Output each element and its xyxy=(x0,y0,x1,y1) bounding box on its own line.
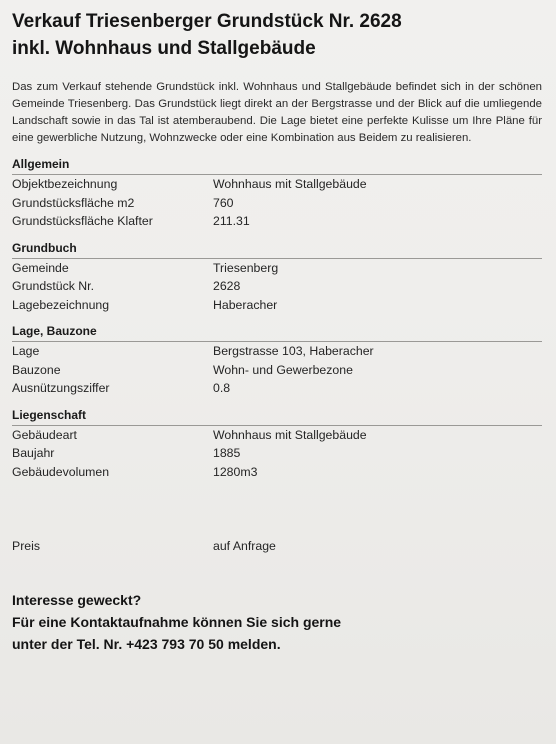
detail-row xyxy=(12,361,542,380)
detail-label: Lagebezeichnung xyxy=(12,297,110,312)
detail-value: 0.8 xyxy=(213,381,231,395)
contact-block xyxy=(12,589,542,655)
detail-label: Objektbezeichnung xyxy=(12,177,118,191)
detail-value: Bergstrasse 103, Haberacher xyxy=(213,344,374,358)
section-grundbuch xyxy=(12,241,542,315)
title-line-1: Verkauf Triesenberger Grundstück Nr. 2628 xyxy=(12,11,402,32)
section-heading: Allgemein xyxy=(12,157,542,175)
detail-row xyxy=(12,426,542,445)
price-row xyxy=(12,537,542,556)
intro-paragraph: Das zum Verkauf stehende Grundstück inkl. Wohnhaus und Stallgebäude befindet sich in der schönen Gemeinde Triesenberg. Das Grundstück liegt direkt an der Bergstrasse und der Blick auf die umliegende Landschaft sowie in das Tal ist atemberaubend. Die Lage bietet eine perfekte Kulisse um Ihre Pläne für eine gewerbliche Nutzung, Wohnzwecke oder eine Kombination aus Beidem zu realisieren. xyxy=(12,81,542,144)
contact-line-1: Interesse geweckt? xyxy=(12,591,142,608)
detail-label: Grundstück Nr. xyxy=(12,279,95,293)
contact-line-2: Für eine Kontaktaufnahme können Sie sich gerne xyxy=(12,613,342,630)
section-heading: Lage, Bauzone xyxy=(12,324,542,342)
detail-value: 211.31 xyxy=(213,214,250,228)
detail-row xyxy=(12,259,542,278)
detail-value: Wohn- und Gewerbezone xyxy=(213,362,353,377)
detail-value: Wohnhaus mit Stallgebäude xyxy=(213,177,367,191)
detail-row xyxy=(12,444,542,463)
section-liegenschaft xyxy=(12,408,542,482)
section-allgemein xyxy=(12,157,542,231)
detail-label: Gebäudevolumen xyxy=(12,464,110,479)
detail-label: Lage xyxy=(12,344,40,358)
section-heading: Liegenschaft xyxy=(12,408,542,426)
section-lage-bauzone xyxy=(12,324,542,398)
price-value: auf Anfrage xyxy=(213,539,276,553)
detail-value: 2628 xyxy=(213,279,241,293)
detail-value: Haberacher xyxy=(213,297,278,312)
detail-value: 1280m3 xyxy=(213,464,258,479)
detail-label: Bauzone xyxy=(12,362,61,377)
detail-label: Grundstücksfläche Klafter xyxy=(12,214,153,228)
detail-value: Wohnhaus mit Stallgebäude xyxy=(213,427,367,442)
detail-row xyxy=(12,212,542,231)
detail-row xyxy=(12,463,542,482)
detail-value: 1885 xyxy=(213,446,241,460)
detail-row xyxy=(12,175,542,194)
detail-label: Gemeinde xyxy=(12,260,69,275)
detail-label: Grundstücksfläche m2 xyxy=(12,195,135,210)
detail-label: Gebäudeart xyxy=(12,427,77,442)
contact-line-3: unter der Tel. Nr. +423 793 70 50 melden. xyxy=(12,635,281,652)
detail-row xyxy=(12,194,542,213)
listing-title xyxy=(12,8,542,62)
detail-row xyxy=(12,342,542,361)
title-line-2: inkl. Wohnhaus und Stallgebäude xyxy=(12,38,316,59)
section-heading: Grundbuch xyxy=(12,241,542,259)
detail-row xyxy=(12,296,542,315)
detail-row xyxy=(12,379,542,398)
detail-value: Triesenberg xyxy=(213,260,279,275)
price-label: Preis xyxy=(12,539,41,553)
detail-value: 760 xyxy=(213,195,234,210)
detail-label: Ausnützungsziffer xyxy=(12,381,110,395)
detail-row xyxy=(12,277,542,296)
detail-label: Baujahr xyxy=(12,446,55,460)
